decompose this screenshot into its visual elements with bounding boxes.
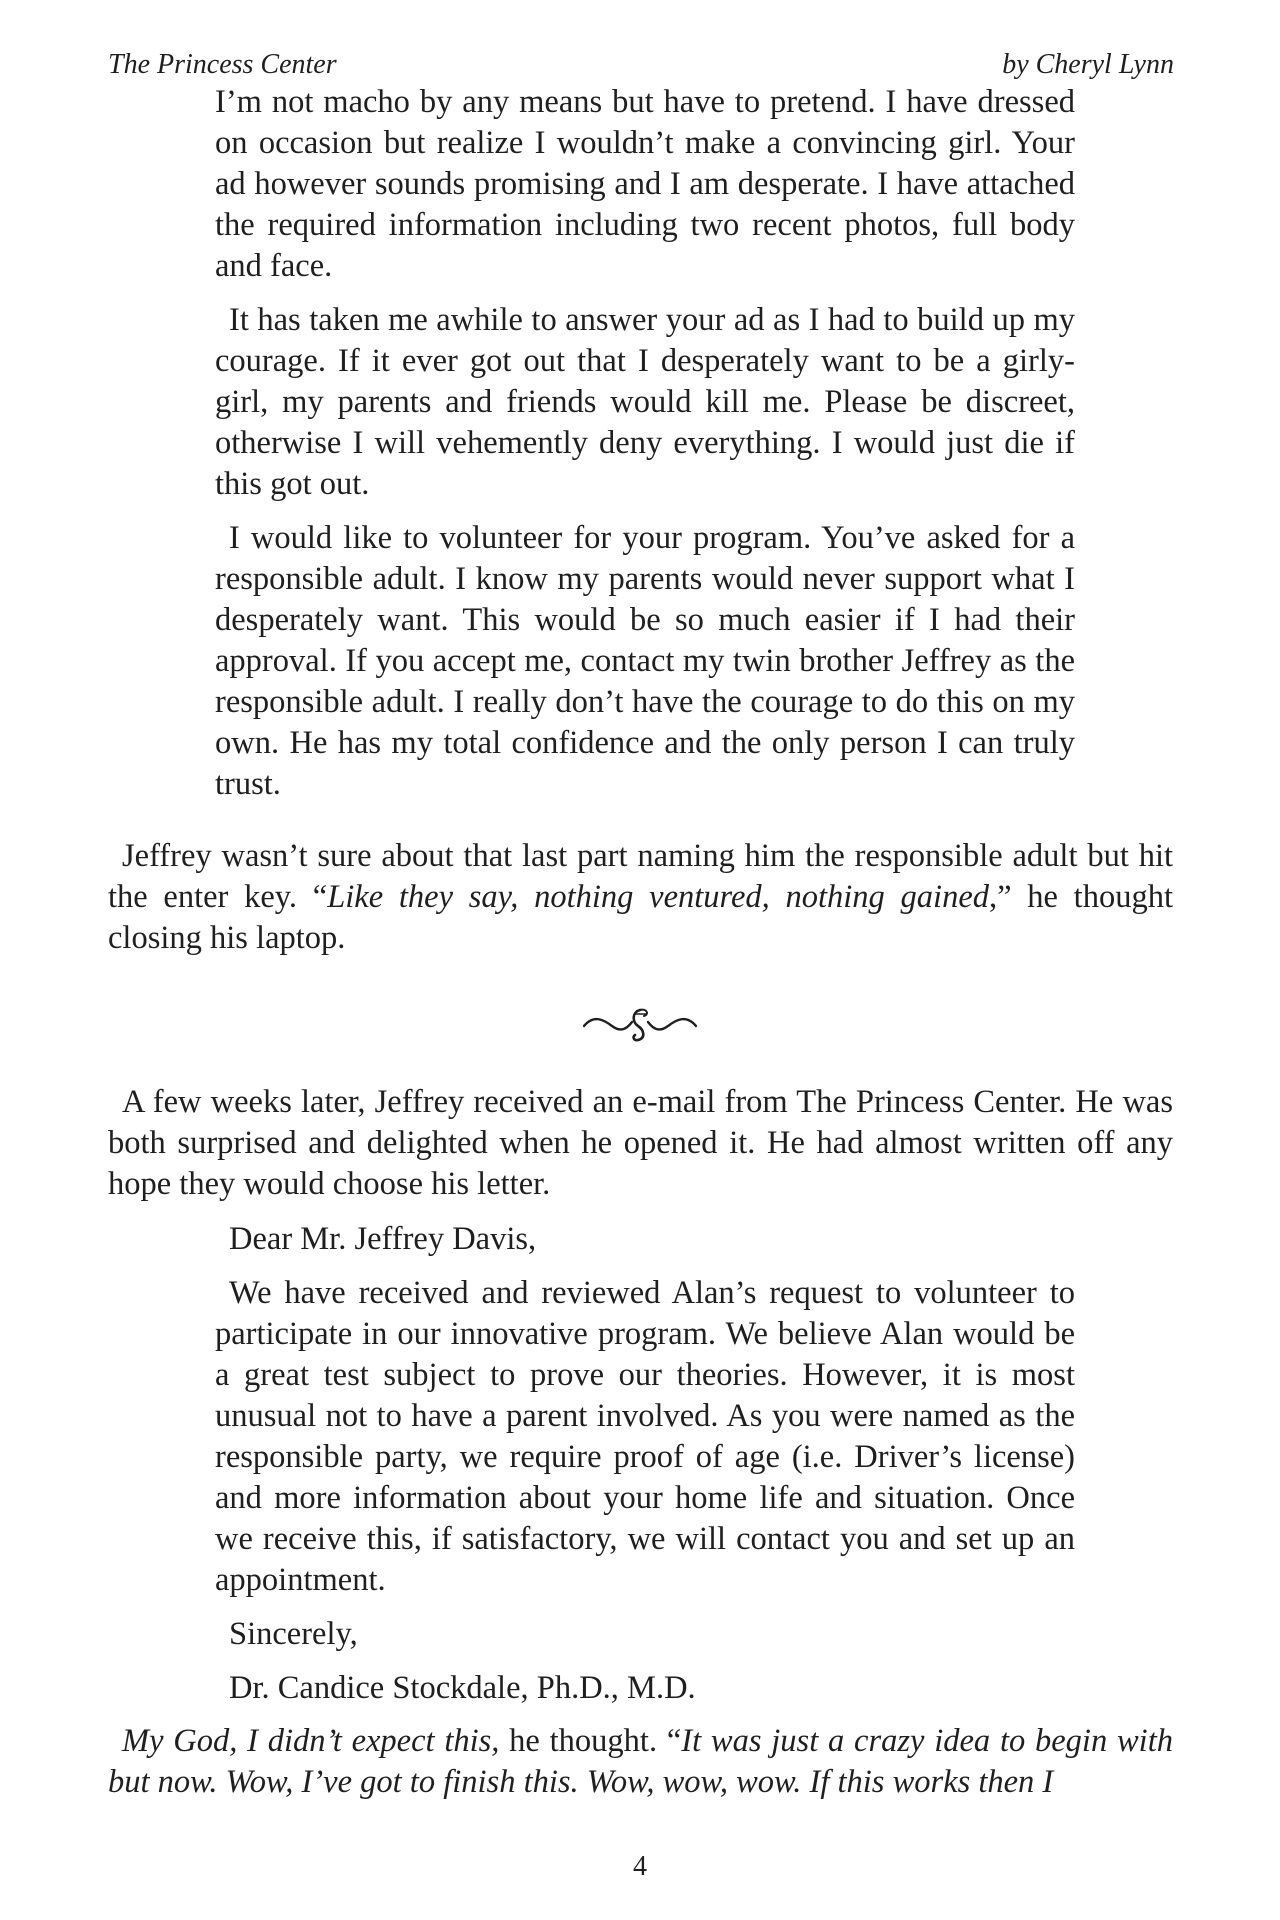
letter-paragraph: It has taken me awhile to answer your ad as I had to build up my courage. If it ever got out that I desperately want to be a girly-girl, my parents and friends would kill me. Please be discreet, otherwise I will vehemently deny everything. I would just die if this got out. <box>215 302 1075 502</box>
letter-body: We have received and reviewed Alan’s request to volunteer to participate in our innovative program. We believe Alan would be a great test subject to prove our theories. However, it is most unusual not to have a parent involved. As you were named as the responsible party, we require proof of age (i.e. Driver’s license) and more information about your home life and situation. Once we receive this, if satisfactory, we will contact you and set up an appointment. <box>215 1275 1075 1598</box>
narration-paragraph-three <box>108 1721 1173 1803</box>
letter-signature: Dr. Candice Stockdale, Ph.D., M.D. <box>229 1670 696 1706</box>
running-header-author: by Cheryl Lynn <box>1002 49 1174 80</box>
narration-thought: Like they say, nothing ventured, nothing gained <box>327 879 989 915</box>
letter-paragraph: I’m not macho by any means but have to pretend. I have dressed on occasion but realize I wouldn’t make a convincing girl. Your ad however sounds promising and I am desperate. I have attached the required information including two recent photos, full body and face. <box>215 84 1075 284</box>
letter-paragraph: I would like to volunteer for your program. You’ve asked for a responsible adult. I know my parents would never support what I desperately want. This would be so much easier if I had their approval. If you accept me, contact my twin brother Jeffrey as the responsible adult. I really don’t have the courage to do this on my own. He has my total confidence and the only person I can truly trust. <box>215 520 1075 802</box>
page-number: 4 <box>633 1851 647 1882</box>
second-letter-block <box>215 1219 1075 1709</box>
narration-thought: My God, I didn’t expect this, <box>122 1723 500 1759</box>
narration-paragraph-two <box>108 1082 1173 1205</box>
scroll-flourish-icon <box>580 1000 700 1044</box>
first-letter-block <box>215 82 1075 805</box>
narration-text: he thought. “ <box>499 1723 682 1759</box>
running-header-title: The Princess Center <box>108 49 337 80</box>
narration-text: Jeffrey wasn’t sure about that last part naming him the responsible adult but hit the enter key. “ <box>108 838 1173 915</box>
narration-text: ,” he thought closing his laptop. <box>108 879 1173 956</box>
narration-paragraph-one <box>108 836 1173 959</box>
letter-salutation: Dear Mr. Jeffrey Davis, <box>229 1221 537 1257</box>
narration-thought: It was just a crazy idea to begin with but now. Wow, I’ve got to finish this. Wow, wow, wow. If this works then I <box>108 1723 1173 1800</box>
narration-text: A few weeks later, Jeffrey received an e-mail from The Princess Center. He was both surprised and delighted when he opened it. He had almost written off any hope they would choose his letter. <box>108 1084 1173 1202</box>
letter-closing: Sincerely, <box>229 1616 358 1652</box>
